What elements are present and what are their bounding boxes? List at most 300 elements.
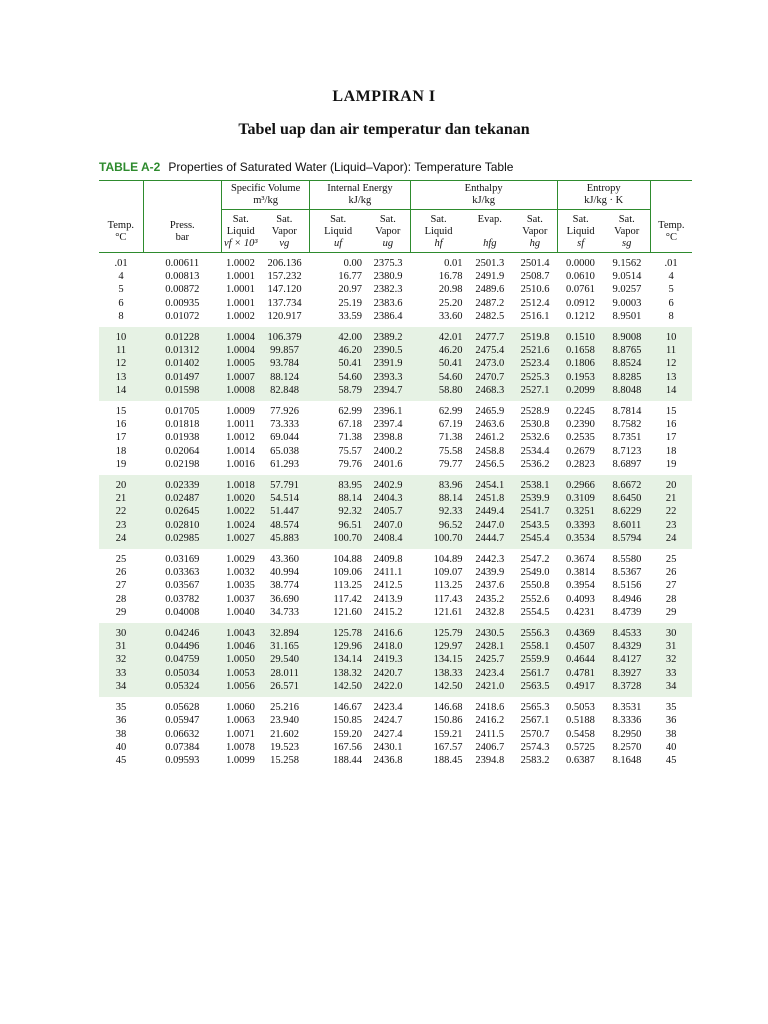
table-cell: 2489.6 xyxy=(475,284,505,296)
table-cell: 2407.0 xyxy=(366,519,410,532)
table-cell: 2411.5 xyxy=(475,728,505,740)
table-cell: 6 xyxy=(668,297,674,309)
table-row xyxy=(99,519,692,532)
table-cell: 0.09593 xyxy=(165,754,200,766)
table-cell: 36 xyxy=(665,715,677,727)
table-cell: 36 xyxy=(115,715,127,727)
table-cell: 0.00 xyxy=(343,258,363,269)
table-cell: 104.88 xyxy=(333,554,363,566)
table-cell: 121.61 xyxy=(433,606,463,618)
table-cell: 9.0003 xyxy=(612,297,642,309)
table-cell: 1.0016 xyxy=(226,458,255,470)
table-cell: 0.00813 xyxy=(165,271,200,283)
table-cell: 67.19 xyxy=(438,419,463,431)
table-cell: 15 xyxy=(665,406,677,418)
table-cell: 8 xyxy=(118,310,124,322)
table-cell: 2404.3 xyxy=(366,492,410,505)
table-cell: 16 xyxy=(115,419,127,431)
table-cell: 206.136 xyxy=(267,258,302,269)
table-cell: 0.4507 xyxy=(557,640,604,653)
table-cell: 138.33 xyxy=(410,667,466,680)
table-cell: 8.2950 xyxy=(612,728,642,740)
table-cell: 2430.5 xyxy=(467,623,514,640)
table-cell: 16.77 xyxy=(338,271,363,283)
table-cell: 24 xyxy=(650,532,692,549)
table-cell: 0.01497 xyxy=(143,371,221,384)
table-cell: 117.43 xyxy=(434,593,463,605)
table-cell: 1.0024 xyxy=(222,519,260,532)
table-cell: 8.4739 xyxy=(612,606,642,618)
group-volume-unit: m³/kg xyxy=(253,195,278,206)
table-cell: 2408.4 xyxy=(366,532,410,549)
table-cell: 34 xyxy=(650,680,692,697)
col-header-9-l3: sf xyxy=(577,238,585,249)
table-cell: 2563.5 xyxy=(513,680,557,697)
table-cell: 8.8048 xyxy=(604,384,651,401)
table-cell: 42.01 xyxy=(410,327,466,344)
table-cell: 8 xyxy=(668,310,674,322)
table-cell: 2536.2 xyxy=(520,458,550,470)
table-cell: 1.0035 xyxy=(226,580,255,592)
page-subheading: Tabel uap dan air temperatur dan tekanan xyxy=(238,121,530,138)
table-cell: .01 xyxy=(114,258,128,269)
table-cell: 2386.4 xyxy=(373,310,403,322)
table-cell: 2423.4 xyxy=(467,667,514,680)
table-row xyxy=(99,623,692,640)
table-cell: 2521.6 xyxy=(513,344,557,357)
row-group xyxy=(99,253,692,328)
table-cell: 2468.3 xyxy=(467,384,514,401)
table-cell: 8.3728 xyxy=(604,680,651,697)
table-cell: 2427.4 xyxy=(373,728,403,740)
table-caption xyxy=(99,160,513,174)
table-cell: 38.774 xyxy=(270,580,300,592)
table-cell: 1.0018 xyxy=(222,475,260,492)
col-temp xyxy=(99,181,143,253)
table-cell: 8.2570 xyxy=(612,741,642,753)
table-cell: 1.0063 xyxy=(226,715,255,727)
table-cell: 167.57 xyxy=(433,741,463,753)
table-cell: 43.360 xyxy=(270,554,300,566)
table-cell: 0.2966 xyxy=(557,475,604,492)
table-cell: 1.0060 xyxy=(226,702,255,714)
table-cell: 2380.9 xyxy=(373,271,403,283)
table-cell: 2398.8 xyxy=(373,432,403,444)
table-cell: 2409.8 xyxy=(373,554,403,566)
table-cell: 0.01402 xyxy=(143,357,221,370)
table-cell: 58.80 xyxy=(410,384,466,401)
table-cell: 54.60 xyxy=(310,371,366,384)
table-cell: 120.917 xyxy=(267,310,302,322)
table-cell: 92.33 xyxy=(410,505,466,518)
table-cell: 0.05034 xyxy=(143,667,221,680)
table-cell: 1.0004 xyxy=(222,327,260,344)
table-cell: 0.05324 xyxy=(143,680,221,697)
table-cell: 0.1806 xyxy=(557,357,604,370)
table-cell: 150.85 xyxy=(333,715,363,727)
table-cell: 1.0009 xyxy=(226,406,255,418)
table-cell: 8.6672 xyxy=(604,475,651,492)
table-cell: 157.232 xyxy=(267,271,302,283)
col-header-10-l1: Sat. xyxy=(618,214,635,225)
row-group xyxy=(99,401,692,475)
table-cell: 1.0050 xyxy=(222,653,260,666)
col-header-2 xyxy=(222,210,260,253)
table-cell: 8.7582 xyxy=(612,419,642,431)
table-cell: 2583.2 xyxy=(520,754,550,766)
table-row xyxy=(99,458,692,475)
table-cell: 2439.9 xyxy=(475,567,505,579)
table-cell: 1.0001 xyxy=(226,271,255,283)
group-entropy-title: Entropy xyxy=(586,183,621,194)
table-cell: 25.216 xyxy=(270,702,300,714)
table-cell: 2432.8 xyxy=(475,606,505,618)
col-header-7-l3: hfg xyxy=(483,238,497,249)
table-cell: 138.32 xyxy=(310,667,366,680)
table-cell: 34.733 xyxy=(270,606,300,618)
table-cell: 0.00935 xyxy=(165,297,200,309)
table-cell: 129.96 xyxy=(310,640,366,653)
col-temp-l2: °C xyxy=(115,232,127,243)
table-cell: 167.56 xyxy=(333,741,363,753)
table-cell: 0.02064 xyxy=(165,445,200,457)
table-cell: 54.514 xyxy=(259,492,309,505)
table-cell: 159.21 xyxy=(433,728,463,740)
table-cell: 0.01228 xyxy=(143,327,221,344)
table-cell: 31 xyxy=(99,640,143,653)
table-cell: 25.19 xyxy=(338,297,363,309)
col-temp-right-l1: Temp. xyxy=(658,220,685,231)
table-row xyxy=(99,566,692,579)
group-volume-title: Specific Volume xyxy=(230,183,301,194)
table-cell: 20.97 xyxy=(338,284,363,296)
table-cell: 23 xyxy=(650,519,692,532)
table-cell: 1.0027 xyxy=(222,532,260,549)
table-cell: 10 xyxy=(650,327,692,344)
table-cell: 28 xyxy=(115,593,127,605)
table-cell: 40 xyxy=(665,741,677,753)
table-cell: 1.0071 xyxy=(226,728,255,740)
table-cell: 2425.7 xyxy=(467,653,514,666)
table-cell: 88.14 xyxy=(410,492,466,505)
table-cell: 30 xyxy=(650,623,692,640)
table-cell: 0.04008 xyxy=(165,606,200,618)
table-cell: 46.20 xyxy=(410,344,466,357)
table-cell: 1.0001 xyxy=(226,297,255,309)
table-cell: 83.96 xyxy=(410,475,466,492)
table-cell: 0.0912 xyxy=(565,297,595,309)
table-cell: 2397.4 xyxy=(373,419,403,431)
table-cell: 117.42 xyxy=(333,593,363,605)
table-row xyxy=(99,270,692,283)
table-cell: 0.02810 xyxy=(143,519,221,532)
table-cell: 9.1562 xyxy=(612,258,642,269)
table-cell: 2550.8 xyxy=(520,580,550,592)
table-cell: 2423.4 xyxy=(373,702,403,714)
table-cell: 77.926 xyxy=(270,406,300,418)
table-cell: 58.79 xyxy=(310,384,366,401)
table-cell: 10 xyxy=(99,327,143,344)
col-header-2-l1: Sat. xyxy=(232,214,249,225)
col-header-7-l2 xyxy=(468,226,513,238)
table-cell: 2554.5 xyxy=(520,606,550,618)
table-cell: 69.044 xyxy=(270,432,300,444)
table-cell: 2461.2 xyxy=(475,432,505,444)
table-cell: 29 xyxy=(115,606,127,618)
table-row xyxy=(99,606,692,623)
table-cell: 2391.9 xyxy=(366,357,410,370)
row-group xyxy=(99,327,692,401)
table-cell: 2418.0 xyxy=(366,640,410,653)
col-header-8-l2: Vapor xyxy=(522,226,548,237)
table-cell: 2501.3 xyxy=(475,258,505,269)
table-cell: 113.25 xyxy=(434,580,463,592)
table-cell: 38 xyxy=(665,728,677,740)
table-cell: 20 xyxy=(650,475,692,492)
table-cell: 2415.2 xyxy=(373,606,403,618)
table-cell: 79.76 xyxy=(338,458,363,470)
table-cell: 0.1953 xyxy=(557,371,604,384)
col-header-3-l2: Vapor xyxy=(271,226,297,237)
table-cell: 0.2245 xyxy=(565,406,595,418)
col-header-5 xyxy=(366,210,410,253)
table-cell: 25 xyxy=(665,554,677,566)
table-cell: 0.06632 xyxy=(165,728,200,740)
table-cell: 0.01705 xyxy=(165,406,200,418)
table-cell: 2516.1 xyxy=(520,310,550,322)
table-row xyxy=(99,283,692,296)
table-cell: 0.2390 xyxy=(565,419,595,431)
table-cell: 2382.3 xyxy=(373,284,403,296)
table-cell: 96.52 xyxy=(410,519,466,532)
table-cell: 1.0001 xyxy=(226,284,255,296)
col-header-7-l1: Evap. xyxy=(477,214,502,225)
table-cell: 2390.5 xyxy=(366,344,410,357)
table-cell: 1.0011 xyxy=(226,419,255,431)
group-specific-volume xyxy=(222,181,310,210)
table-cell: 2412.5 xyxy=(373,580,403,592)
group-enthalpy xyxy=(410,181,557,210)
table-cell: 0.0610 xyxy=(565,271,595,283)
table-cell: 29 xyxy=(665,606,677,618)
table-cell: 13 xyxy=(99,371,143,384)
table-cell: 2424.7 xyxy=(373,715,403,727)
table-cell: 0.03363 xyxy=(165,567,200,579)
table-cell: 2437.6 xyxy=(475,580,505,592)
table-cell: 2538.1 xyxy=(513,475,557,492)
table-cell: 2420.7 xyxy=(366,667,410,680)
table-cell: 18 xyxy=(665,445,677,457)
table-cell: 0.03782 xyxy=(165,593,200,605)
table-cell: 34 xyxy=(99,680,143,697)
table-cell: 0.3251 xyxy=(557,505,604,518)
table-cell: 57.791 xyxy=(259,475,309,492)
table-cell: 8.3336 xyxy=(612,715,642,727)
table-cell: 2482.5 xyxy=(475,310,505,322)
table-cell: 2477.7 xyxy=(467,327,514,344)
table-cell: 88.124 xyxy=(259,371,309,384)
table-cell: 2475.4 xyxy=(467,344,514,357)
col-header-4 xyxy=(310,210,366,253)
table-row xyxy=(99,593,692,606)
table-row xyxy=(99,344,692,357)
table-cell: 32 xyxy=(99,653,143,666)
table-cell: 42.00 xyxy=(310,327,366,344)
table-cell: 8.6897 xyxy=(612,458,642,470)
table-cell: 0.5458 xyxy=(565,728,595,740)
table-cell: 1.0032 xyxy=(226,567,255,579)
table-cell: 0.6387 xyxy=(565,754,595,766)
table-cell: 15 xyxy=(115,406,127,418)
table-cell: 50.41 xyxy=(310,357,366,370)
table-row xyxy=(99,532,692,549)
table-cell: 0.02985 xyxy=(143,532,221,549)
table-cell: 2530.8 xyxy=(520,419,550,431)
table-cell: 1.0007 xyxy=(222,371,260,384)
table-cell: 0.2535 xyxy=(565,432,595,444)
table-cell: 2547.2 xyxy=(520,554,550,566)
table-cell: 2556.3 xyxy=(513,623,557,640)
col-header-5-l3: ug xyxy=(382,238,394,249)
table-cell: 2421.0 xyxy=(467,680,514,697)
table-cell: 99.857 xyxy=(259,344,309,357)
table-cell: 17 xyxy=(665,432,677,444)
table-row xyxy=(99,401,692,418)
table-cell: 142.50 xyxy=(410,680,466,697)
table-cell: 33 xyxy=(650,667,692,680)
table-cell: 0.02339 xyxy=(143,475,221,492)
table-row xyxy=(99,445,692,458)
col-header-9-l1: Sat. xyxy=(572,214,589,225)
table-cell: 82.848 xyxy=(259,384,309,401)
col-temp-right xyxy=(650,181,692,253)
table-cell: 2528.9 xyxy=(520,406,550,418)
table-cell: 1.0043 xyxy=(222,623,260,640)
table-cell: 5 xyxy=(668,284,674,296)
table-cell: 0.3954 xyxy=(565,580,595,592)
table-cell: 31.165 xyxy=(259,640,309,653)
table-cell: 30 xyxy=(99,623,143,640)
col-header-6-l2: Liquid xyxy=(424,226,453,237)
table-cell: 2458.8 xyxy=(475,445,505,457)
table-cell: 46.20 xyxy=(310,344,366,357)
col-header-10 xyxy=(604,210,651,253)
table-cell: 61.293 xyxy=(270,458,300,470)
col-press xyxy=(143,181,221,253)
table-cell: 45 xyxy=(665,754,677,766)
table-cell: 188.44 xyxy=(333,754,363,766)
col-header-3 xyxy=(259,210,309,253)
table-cell: 35 xyxy=(665,702,677,714)
col-header-8 xyxy=(513,210,557,253)
table-cell: 125.78 xyxy=(310,623,366,640)
table-cell: 0.01 xyxy=(444,258,463,269)
table-cell: 8.8765 xyxy=(604,344,651,357)
col-temp-l1: Temp. xyxy=(107,220,134,231)
table-cell: 2525.3 xyxy=(513,371,557,384)
table-cell: .01 xyxy=(664,258,678,269)
table-cell: 2400.2 xyxy=(373,445,403,457)
table-cell: 36.690 xyxy=(270,593,300,605)
table-cell: 32.894 xyxy=(259,623,309,640)
page-heading: LAMPIRAN I xyxy=(332,88,436,105)
table-cell: 2565.3 xyxy=(520,702,550,714)
col-temp-right-l2: °C xyxy=(665,232,677,243)
table-cell: 8.6450 xyxy=(604,492,651,505)
table-cell: 2545.4 xyxy=(513,532,557,549)
col-press-l2: bar xyxy=(175,232,189,243)
row-group xyxy=(99,697,692,771)
table-row xyxy=(99,253,692,271)
table-cell: 0.3109 xyxy=(557,492,604,505)
table-cell: 40 xyxy=(115,741,127,753)
table-cell: 0.4644 xyxy=(557,653,604,666)
table-cell: 0.1658 xyxy=(557,344,604,357)
table-cell: 147.120 xyxy=(267,284,302,296)
table-cell: 2396.1 xyxy=(373,406,403,418)
table-cell: 109.07 xyxy=(433,567,463,579)
table-cell: 134.14 xyxy=(310,653,366,666)
table-cell: 2574.3 xyxy=(520,741,550,753)
col-header-4-l2: Liquid xyxy=(324,226,353,237)
table-row xyxy=(99,431,692,444)
table-cell: 2532.6 xyxy=(520,432,550,444)
table-cell: 28 xyxy=(665,593,677,605)
table-row xyxy=(99,327,692,344)
table-row xyxy=(99,505,692,518)
table-cell: 96.51 xyxy=(310,519,366,532)
table-cell: 121.60 xyxy=(333,606,363,618)
table-cell: 88.14 xyxy=(310,492,366,505)
table-cell: 106.379 xyxy=(259,327,309,344)
table-cell: 0.05628 xyxy=(165,702,200,714)
table-cell: 24 xyxy=(99,532,143,549)
table-row xyxy=(99,492,692,505)
row-group xyxy=(99,623,692,697)
table-cell: 104.89 xyxy=(433,554,463,566)
group-energy-unit: kJ/kg xyxy=(348,195,372,206)
table-row xyxy=(99,549,692,566)
col-header-5-l1: Sat. xyxy=(379,214,396,225)
table-cell: 2435.2 xyxy=(475,593,505,605)
table-cell: 8.6229 xyxy=(604,505,651,518)
table-cell: 9.0514 xyxy=(612,271,642,283)
table-row xyxy=(99,728,692,741)
col-header-3-l3: vg xyxy=(279,238,290,249)
table-cell: 19 xyxy=(665,458,677,470)
table-cell: 8.3531 xyxy=(612,702,642,714)
table-cell: 2418.6 xyxy=(475,702,505,714)
table-row xyxy=(99,371,692,384)
table-cell: 2519.8 xyxy=(513,327,557,344)
table-cell: 1.0046 xyxy=(222,640,260,653)
group-enthalpy-unit: kJ/kg xyxy=(472,195,496,206)
table-cell: 1.0040 xyxy=(226,606,255,618)
table-cell: 8.3927 xyxy=(604,667,651,680)
table-cell: 0.2823 xyxy=(565,458,595,470)
table-cell: 0.2099 xyxy=(557,384,604,401)
table-cell: 73.333 xyxy=(270,419,300,431)
table-cell: 33 xyxy=(99,667,143,680)
table-cell: 0.5725 xyxy=(565,741,595,753)
table-cell: 12 xyxy=(99,357,143,370)
table-cell: 2523.4 xyxy=(513,357,557,370)
table-row xyxy=(99,680,692,697)
table-cell: 0.0000 xyxy=(565,258,595,269)
table-cell: 0.04246 xyxy=(143,623,221,640)
table-cell: 8.9501 xyxy=(612,310,642,322)
table-cell: 62.99 xyxy=(438,406,463,418)
